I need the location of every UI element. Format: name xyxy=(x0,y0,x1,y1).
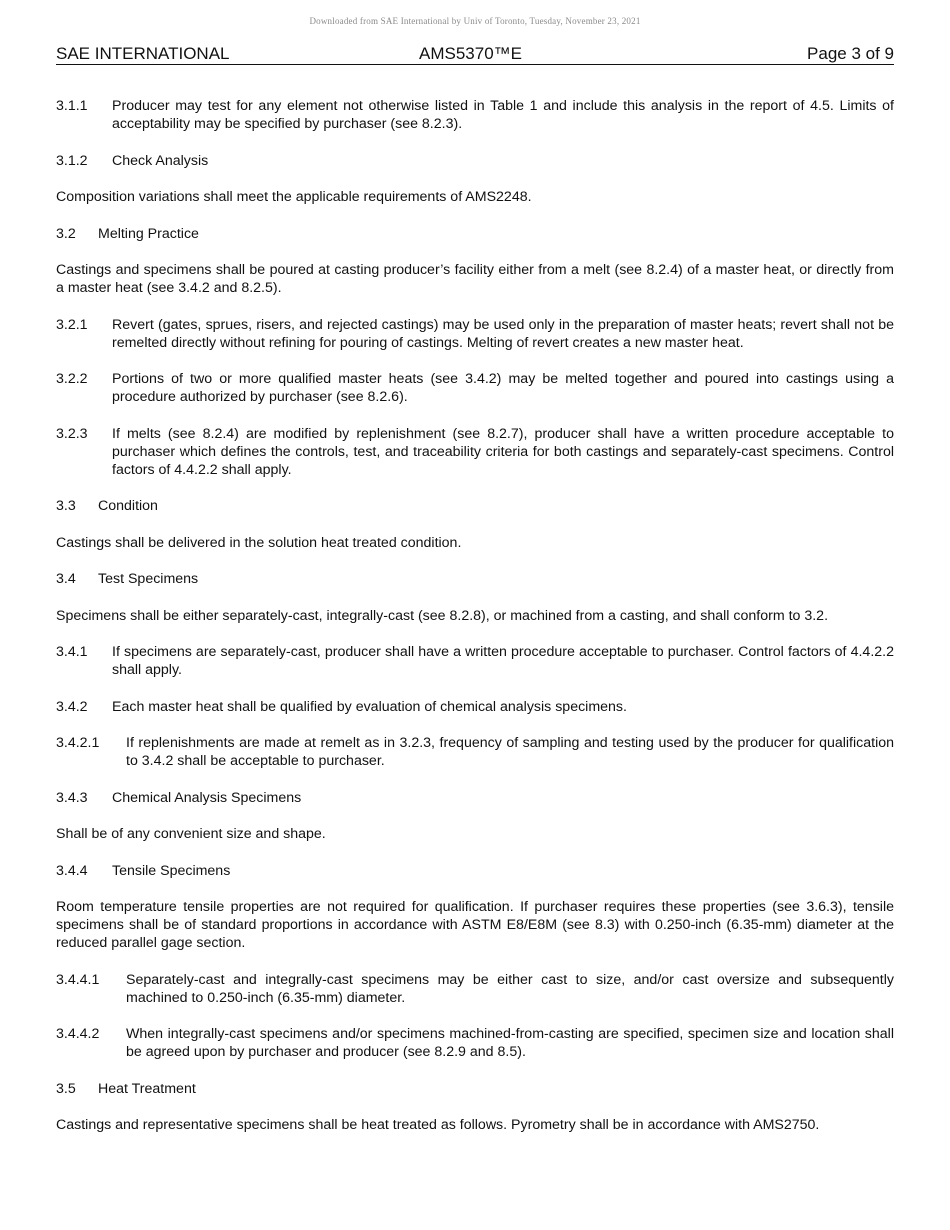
section-heading: Check Analysis xyxy=(112,152,209,169)
section-3-4-2-1 xyxy=(56,734,894,770)
section-number: 3.1.1 xyxy=(56,98,88,114)
section-number: 3.3 xyxy=(56,498,76,514)
section-heading: Tensile Specimens xyxy=(112,862,231,879)
section-number: 3.4.3 xyxy=(56,789,88,806)
paragraph-3-2: Castings and specimens shall be poured at casting producer’s facility either from a melt (see 8.2.4) of a master heat, or directly from a master heat (see 3.4.2 and 8.2.5). xyxy=(56,262,894,296)
paragraph-3-3: Castings shall be delivered in the solution heat treated condition. xyxy=(56,534,462,551)
section-text: Separately-cast and integrally-cast specimens may be either cast to size, and/or cast oversize and subsequently machined to 0.250-inch (6.35-mm) diameter. xyxy=(126,971,894,1006)
section-3-4-4-heading xyxy=(56,862,894,880)
section-3-1-2-heading xyxy=(56,152,894,170)
section-text: Each master heat shall be qualified by evaluation of chemical analysis specimens. xyxy=(112,698,627,715)
section-number: 3.4.1 xyxy=(56,644,88,660)
section-3-4-3-heading xyxy=(56,789,894,807)
section-3-4-1 xyxy=(56,643,894,679)
section-3-2-heading xyxy=(56,225,894,243)
section-number: 3.4.4.2 xyxy=(56,1026,100,1042)
paragraph-3-4: Specimens shall be either separately-cast, integrally-cast (see 8.2.8), or machined from a casting, and shall conform to 3.2. xyxy=(56,607,829,624)
header-organization: SAE INTERNATIONAL xyxy=(56,44,230,63)
section-heading: Heat Treatment xyxy=(98,1080,196,1097)
paragraph-3-1-2: Composition variations shall meet the applicable requirements of AMS2248. xyxy=(56,189,532,205)
section-text: Portions of two or more qualified master heats (see 3.4.2) may be melted together and poured into castings using a procedure authorized by purchaser (see 8.2.6). xyxy=(112,371,894,405)
section-text: If specimens are separately-cast, producer shall have a written procedure acceptable to purchaser. Control factors of 4.4.2.2 shall apply. xyxy=(112,644,894,678)
section-text: Revert (gates, sprues, risers, and rejected castings) may be used only in the preparation of master heats; revert shall not be remelted directly without refining for pouring of castings. Melting of revert creates a new master heat. xyxy=(112,316,894,351)
section-3-2-1 xyxy=(56,316,894,352)
section-text: When integrally-cast specimens and/or specimens machined-from-casting are specified, specimen size and location shall be agreed upon by purchaser and producer (see 8.2.9 and 8.5). xyxy=(126,1026,894,1060)
section-number: 3.2.3 xyxy=(56,425,88,442)
header-page-number: Page 3 of 9 xyxy=(807,44,894,63)
section-number: 3.2.1 xyxy=(56,316,88,333)
section-heading: Condition xyxy=(98,498,158,514)
section-number: 3.1.2 xyxy=(56,152,88,169)
section-3-3-heading xyxy=(56,497,894,515)
section-3-5-heading xyxy=(56,1080,894,1098)
section-3-4-4-1 xyxy=(56,971,894,1007)
section-number: 3.4.4.1 xyxy=(56,971,100,988)
section-3-2-3 xyxy=(56,425,894,479)
header-document-id: AMS5370™E xyxy=(419,44,522,63)
paragraph-3-4-3: Shall be of any convenient size and shape. xyxy=(56,826,326,842)
section-number: 3.5 xyxy=(56,1080,76,1097)
section-3-1-1 xyxy=(56,97,894,133)
document-body xyxy=(56,97,894,1153)
paragraph-3-5: Castings and representative specimens shall be heat treated as follows. Pyrometry shall be in accordance with AMS2750. xyxy=(56,1117,820,1133)
section-number: 3.4.4 xyxy=(56,862,88,879)
section-number: 3.2.2 xyxy=(56,371,88,387)
download-watermark: Downloaded from SAE International by Univ of Toronto, Tuesday, November 23, 2021 xyxy=(309,16,641,26)
section-3-4-4-2 xyxy=(56,1025,894,1061)
section-text: If melts (see 8.2.4) are modified by replenishment (see 8.2.7), producer shall have a written procedure acceptable to purchaser which defines the controls, test, and traceability criteria for both castings and separately-cast specimens. Control factors of 4.4.2.2 shall apply. xyxy=(112,425,894,478)
section-number: 3.4.2.1 xyxy=(56,735,100,751)
section-text: If replenishments are made at remelt as in 3.2.3, frequency of sampling and testing used by the producer for qualification to 3.4.2 shall be acceptable to purchaser. xyxy=(126,735,894,769)
section-3-4-2 xyxy=(56,698,894,716)
section-3-4-heading xyxy=(56,570,894,588)
section-number: 3.2 xyxy=(56,225,76,242)
section-heading: Melting Practice xyxy=(98,225,199,242)
section-3-2-2 xyxy=(56,370,894,406)
section-heading: Test Specimens xyxy=(98,571,199,587)
section-text: Producer may test for any element not otherwise listed in Table 1 and include this analysis in the report of 4.5. Limits of acceptability may be specified by purchaser (see 8.2.3). xyxy=(112,98,894,132)
paragraph-3-4-4: Room temperature tensile properties are not required for qualification. If purchaser requires these properties (see 3.6.3), tensile specimens shall be of standard proportions in accordance with ASTM E8/E8M (see 8.3) with 0.250-inch (6.35-mm) diameter at the reduced parallel gage section. xyxy=(56,899,894,951)
section-number: 3.4 xyxy=(56,571,76,587)
section-number: 3.4.2 xyxy=(56,698,88,715)
page-header xyxy=(56,44,894,65)
section-heading: Chemical Analysis Specimens xyxy=(112,789,302,806)
